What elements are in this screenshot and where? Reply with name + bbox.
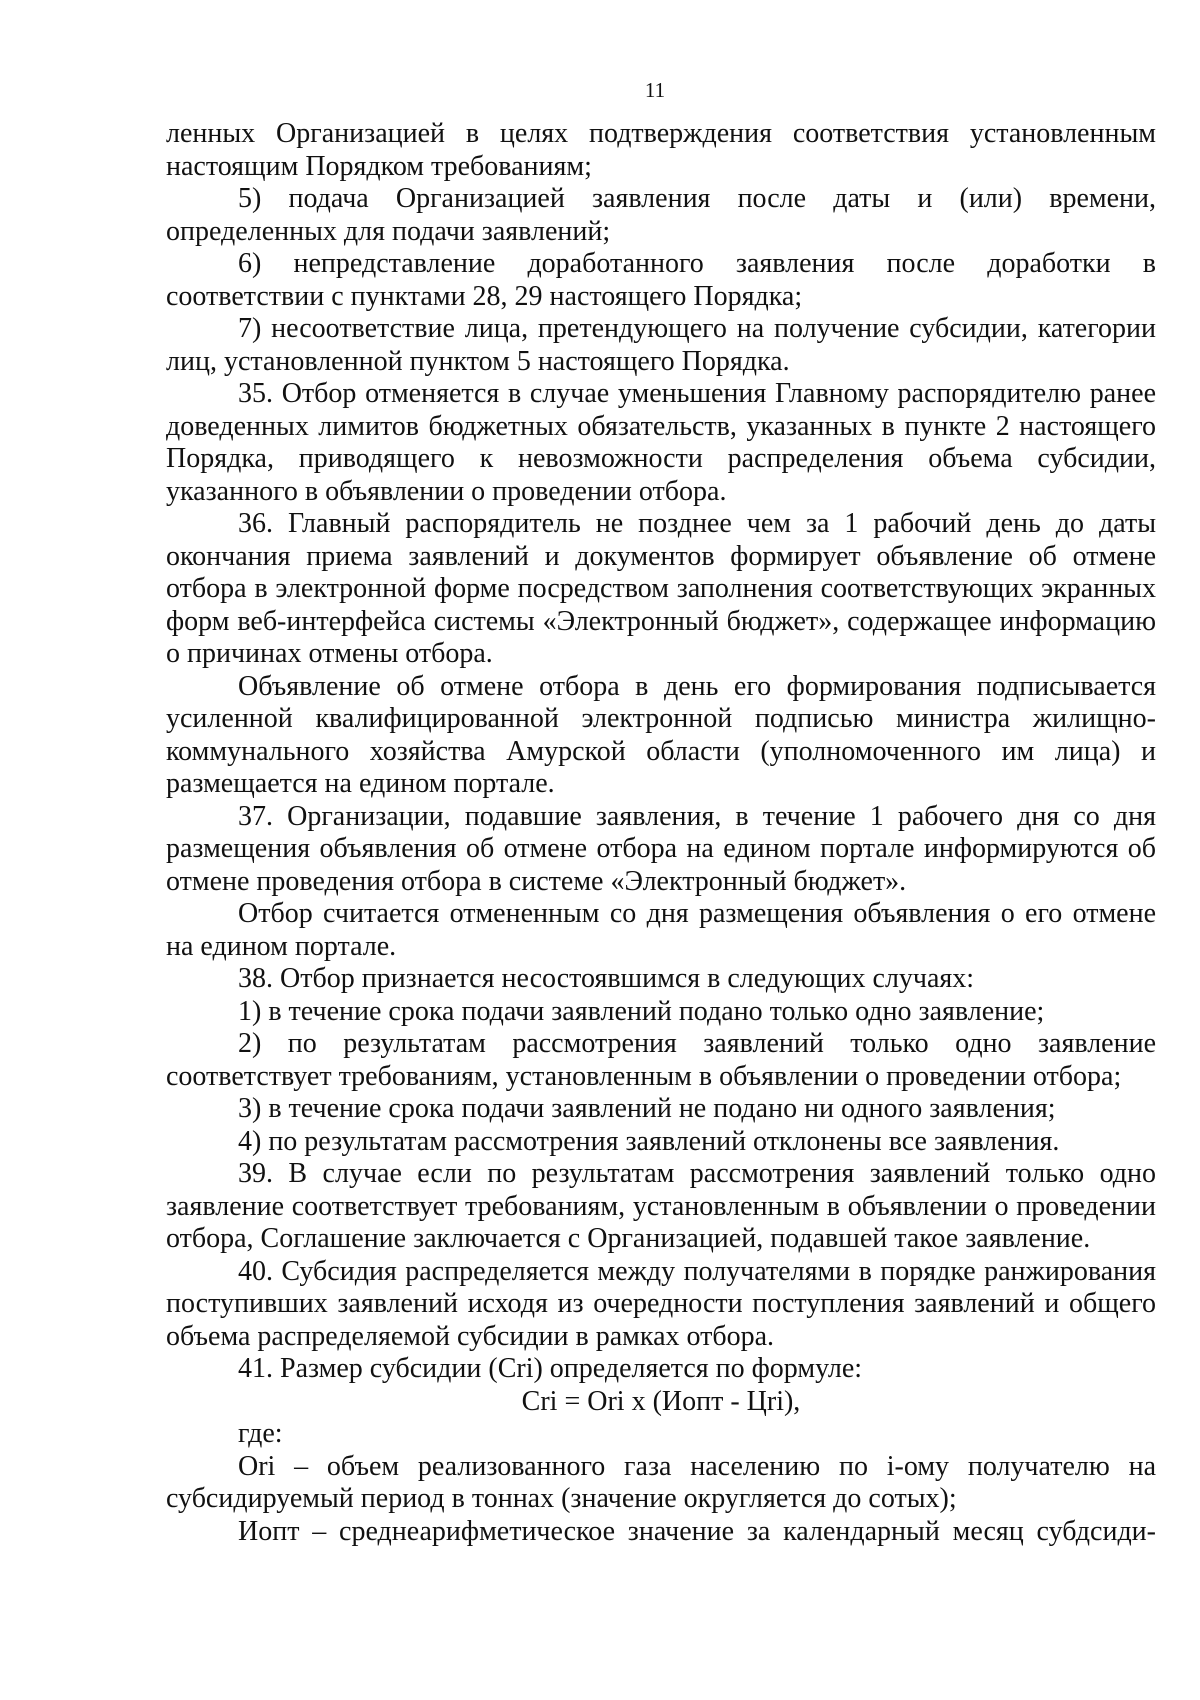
list-item-6: 6) непредставление доработанного заявления после доработки в соответствии с пунктами 28, 29 настоящего Порядка; [166,248,1156,312]
clause-38-item-2: 2) по результатам рассмотрения заявлений только одно заявление соответствует требованиям, установленным в объявлении о проведении отбора; [166,1028,1156,1092]
definition-ori: Ori – объем реализованного газа населению по i-ому получателю на субсидируемый период в тоннах (значение округляется до сотых); [166,1450,1156,1514]
paragraph-continuation: ленных Организацией в целях подтверждения соответствия установленным настоящим Порядком требованиям; [166,118,1156,182]
formula-where-label: где: [238,1418,283,1449]
list-item-5: 5) подача Организацией заявления после даты и (или) времени, определенных для подачи заявлений; [166,183,1156,247]
clause-35: 35. Отбор отменяется в случае уменьшения Главному распорядителю ранее доведенных лимитов бюджетных обязательств, указанных в пункте 2 настоящего Порядка, приводящего к невозможности распределения объема субсидии, указанного в объявлении о проведении отбора. [166,378,1156,507]
page-number: 11 [644,78,666,102]
clause-40: 40. Субсидия распределяется между получателями в порядке ранжирования поступивших заявлений исходя из очередности поступления заявлений и общего объема распределяемой субсидии в рамках отбора. [166,1255,1156,1352]
clause-38-item-1: 1) в течение срока подачи заявлений подано только одно заявление; [238,995,1045,1027]
document-body [166,118,1156,1548]
clause-37: 37. Организации, подавшие заявления, в течение 1 рабочего дня со дня размещения объявления об отмене отбора на едином портале информируются об отмене проведения отбора в системе «Электронный бюджет». [166,800,1156,897]
clause-36-paragraph-2: Объявление об отмене отбора в день его формирования подписывается усиленной квалифицированной электронной подписью министра жилищно-коммунального хозяйства Амурской области (уполномоченного им лица) и размещается на едином портале. [166,670,1156,799]
subsidy-formula: Cri = Ori x (Иопт - Цri), [521,1385,801,1417]
clause-41: 41. Размер субсидии (Cri) определяется по формуле: [238,1353,863,1384]
clause-38-item-4: 4) по результатам рассмотрения заявлений отклонены все заявления. [238,1125,1060,1157]
list-item-7: 7) несоответствие лица, претендующего на получение субсидии, категории лиц, установленной пунктом 5 настоящего Порядка. [166,313,1156,377]
clause-37-paragraph-2: Отбор считается отмененным со дня размещения объявления о его отмене на едином портале. [166,898,1156,962]
clause-39: 39. В случае если по результатам рассмотрения заявлений только одно заявление соответствует требованиям, установленным в объявлении о проведении отбора, Соглашение заключается с Организацией, подавшей такое заявление. [166,1158,1156,1254]
clause-36: 36. Главный распорядитель не позднее чем за 1 рабочий день до даты окончания приема заявлений и документов формирует объявление об отмене отбора в электронной форме посредством заполнения соответствующих экранных форм веб-интерфейса системы «Электронный бюджет», содержащее информацию о причинах отмены отбора. [166,508,1156,669]
clause-38-item-3: 3) в течение срока подачи заявлений не подано ни одного заявления; [238,1093,1056,1124]
clause-38: 38. Отбор признается несостоявшимся в следующих случаях: [238,963,975,994]
definition-iopt: Иопт – среднеарифметическое значение за календарный месяц субдсиди- [238,1515,1156,1547]
